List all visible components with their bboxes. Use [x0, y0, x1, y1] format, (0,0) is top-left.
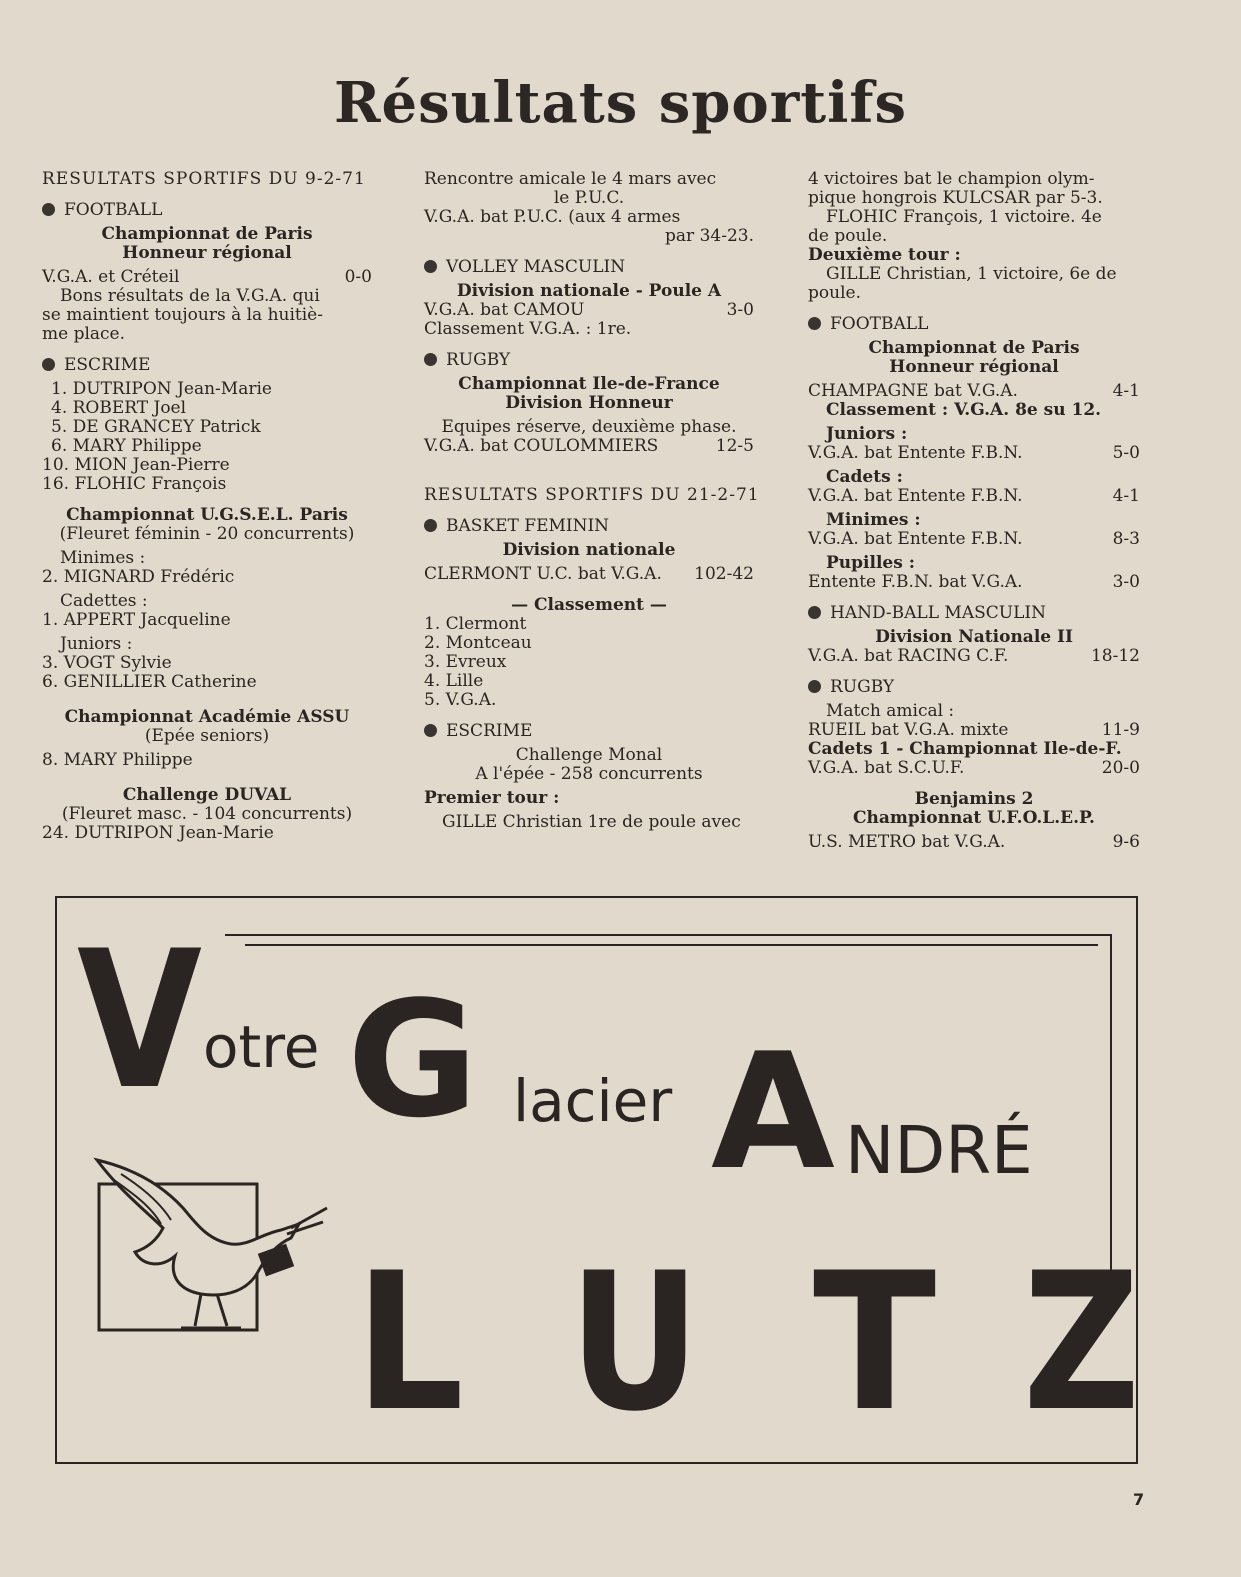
competition-title: Championnat Académie ASSU	[64, 707, 350, 727]
volley-heading: VOLLEY MASCULIN	[424, 258, 754, 277]
results-header: RESULTATS SPORTIFS DU 21-2-71	[424, 485, 760, 505]
text-line: V.G.A. bat P.U.C. (aux 4 armes	[424, 207, 681, 227]
text-line: Match amical :	[826, 701, 955, 721]
match-result: V.G.A. et Créteil 0-0	[42, 267, 372, 287]
bullet-icon	[808, 680, 821, 693]
competition-title: Championnat Ile-de-France	[458, 374, 720, 394]
word-ndre: NDRÉ	[845, 1112, 1033, 1189]
competition-title: Championnat de Paris	[868, 338, 1080, 358]
ranking-item: 24. DUTRIPON Jean-Marie	[42, 823, 274, 843]
text-line: pique hongrois KULCSAR par 5-3.	[808, 188, 1103, 208]
bullet-icon	[424, 519, 437, 532]
match-result: V.G.A. bat Entente F.B.N. 8-3	[808, 529, 1140, 549]
category-label: Minimes :	[826, 510, 921, 530]
match-result: V.G.A. bat COULOMMIERS 12-5	[424, 436, 754, 456]
bullet-icon	[808, 606, 821, 619]
letter-t: T	[813, 1232, 937, 1453]
category-label: Juniors :	[60, 634, 133, 654]
football-heading: FOOTBALL	[808, 315, 1140, 334]
competition-title: Division Nationale II	[875, 627, 1073, 647]
basket-heading: BASKET FEMININ	[424, 517, 754, 536]
competition-title: Challenge Monal	[515, 745, 663, 765]
letter-l: L	[355, 1232, 464, 1453]
note-line: se maintient toujours à la huitiè-	[42, 305, 323, 325]
match-result: U.S. METRO bat V.G.A. 9-6	[808, 832, 1140, 852]
ranking-item: 10. MION Jean-Pierre	[42, 455, 230, 475]
column-2	[424, 169, 760, 832]
category-label: Minimes :	[60, 548, 146, 568]
bullet-icon	[424, 260, 437, 273]
word-lacier: lacier	[513, 1067, 673, 1135]
text-line: Equipes réserve, deuxième phase.	[441, 417, 737, 437]
handball-heading: HAND-BALL MASCULIN	[808, 604, 1140, 623]
text-line: GILLE Christian, 1 victoire, 6e de	[826, 264, 1117, 284]
text-line: le P.U.C.	[553, 188, 625, 208]
ranking-item: 4. ROBERT Joel	[51, 398, 187, 418]
match-result: CHAMPAGNE bat V.G.A. 4-1	[808, 381, 1140, 401]
text-line: GILLE Christian 1re de poule avec	[442, 812, 741, 832]
classement-list	[424, 615, 754, 710]
football-heading: FOOTBALL	[42, 201, 372, 220]
letter-v: V	[77, 910, 202, 1131]
category-label: Pupilles :	[826, 553, 915, 573]
text-line: Classement V.G.A. : 1re.	[424, 319, 632, 339]
bullet-icon	[808, 317, 821, 330]
ranking-list	[42, 380, 372, 494]
ranking-item: 3. VOGT Sylvie	[42, 653, 172, 673]
round-label: Premier tour :	[424, 788, 560, 808]
competition-subtitle: (Epée seniors)	[144, 726, 270, 746]
classement-item: 3. Evreux	[424, 652, 507, 672]
competition-title: Division nationale - Poule A	[456, 281, 722, 301]
classement-title: — Classement —	[511, 595, 667, 615]
text-line: FLOHIC François, 1 victoire. 4e	[826, 207, 1102, 227]
text-line: poule.	[808, 283, 861, 303]
competition-title: Division nationale	[502, 540, 676, 560]
competition-subtitle: A l'épée - 258 concurrents	[475, 764, 703, 784]
match-result: RUEIL bat V.G.A. mixte 11-9	[808, 720, 1140, 740]
bird-legs	[181, 1294, 241, 1328]
ranking-item: 6. GENILLIER Catherine	[42, 672, 257, 692]
rugby-heading: RUGBY	[808, 678, 1140, 697]
page-title: Résultats sportifs	[333, 70, 908, 136]
competition-subtitle: (Fleuret féminin - 20 concurrents)	[59, 524, 355, 544]
bird-illustration	[91, 1148, 331, 1338]
word-otre: otre	[203, 1013, 320, 1081]
letter-a: A	[711, 1018, 835, 1205]
competition-subtitle: Championnat U.F.O.L.E.P.	[853, 808, 1095, 828]
competition-title: Championnat de Paris	[101, 224, 313, 244]
page-number: 7	[1133, 1490, 1145, 1509]
competition-subtitle: (Fleuret masc. - 104 concurrents)	[61, 804, 353, 824]
escrime-heading: ESCRIME	[42, 356, 372, 375]
competition-title: Challenge DUVAL	[122, 785, 292, 805]
round-label: Deuxième tour :	[808, 245, 961, 265]
letter-g: G	[347, 966, 479, 1153]
classement-item: 1. Clermont	[424, 614, 527, 634]
match-result: V.G.A. bat Entente F.B.N. 4-1	[808, 486, 1140, 506]
competition-title: Championnat U.G.S.E.L. Paris	[66, 505, 348, 525]
letter-z: Z	[1023, 1232, 1141, 1453]
match-result: CLERMONT U.C. bat V.G.A. 102-42	[424, 564, 754, 584]
text-line: 4 victoires bat le champion olym-	[808, 169, 1095, 189]
note-line: Bons résultats de la V.G.A. qui	[60, 286, 320, 306]
ranking-item: 8. MARY Philippe	[42, 750, 193, 770]
match-result: V.G.A. bat RACING C.F. 18-12	[808, 646, 1140, 666]
classement-line: Classement : V.G.A. 8e su 12.	[826, 400, 1102, 420]
competition-subtitle: Honneur régional	[122, 243, 292, 263]
letter-u: U	[569, 1232, 701, 1453]
results-header: RESULTATS SPORTIFS DU 9-2-71	[42, 169, 366, 189]
classement-item: 4. Lille	[424, 671, 484, 691]
competition-title: Cadets 1 - Championnat Ile-de-F.	[808, 739, 1122, 759]
ranking-item: 16. FLOHIC François	[42, 474, 227, 494]
category-label: Cadettes :	[60, 591, 148, 611]
note-line: me place.	[42, 324, 126, 344]
rugby-heading: RUGBY	[424, 351, 754, 370]
match-result: V.G.A. bat Entente F.B.N. 5-0	[808, 443, 1140, 463]
match-result: V.G.A. bat CAMOU 3-0	[424, 300, 754, 320]
classement-item: 2. Montceau	[424, 633, 532, 653]
bullet-icon	[424, 724, 437, 737]
glacier-advertisement	[55, 896, 1141, 1464]
category-label: Cadets :	[826, 467, 903, 487]
ad-inner-frame-2	[245, 944, 1098, 946]
ranking-item: 2. MIGNARD Frédéric	[42, 567, 235, 587]
ranking-item: 6. MARY Philippe	[51, 436, 202, 456]
bullet-icon	[42, 358, 55, 371]
bullet-icon	[424, 353, 437, 366]
competition-subtitle: Division Honneur	[505, 393, 673, 413]
competition-title: Benjamins 2	[914, 789, 1034, 809]
match-result: Entente F.B.N. bat V.G.A. 3-0	[808, 572, 1140, 592]
ranking-item: 5. DE GRANCEY Patrick	[51, 417, 261, 437]
competition-subtitle: Honneur régional	[889, 357, 1059, 377]
text-line: par 34-23.	[665, 226, 754, 246]
column-3	[808, 170, 1140, 852]
ranking-item: 1. APPERT Jacqueline	[42, 610, 231, 630]
classement-item: 5. V.G.A.	[424, 690, 497, 710]
ranking-item: 1. DUTRIPON Jean-Marie	[51, 379, 272, 399]
column-1	[42, 170, 372, 843]
match-result: V.G.A. bat S.C.U.F. 20-0	[808, 758, 1140, 778]
text-line: de poule.	[808, 226, 888, 246]
category-label: Juniors :	[826, 424, 908, 444]
escrime-heading: ESCRIME	[424, 722, 754, 741]
text-line: Rencontre amicale le 4 mars avec	[424, 169, 717, 189]
bullet-icon	[42, 203, 55, 216]
